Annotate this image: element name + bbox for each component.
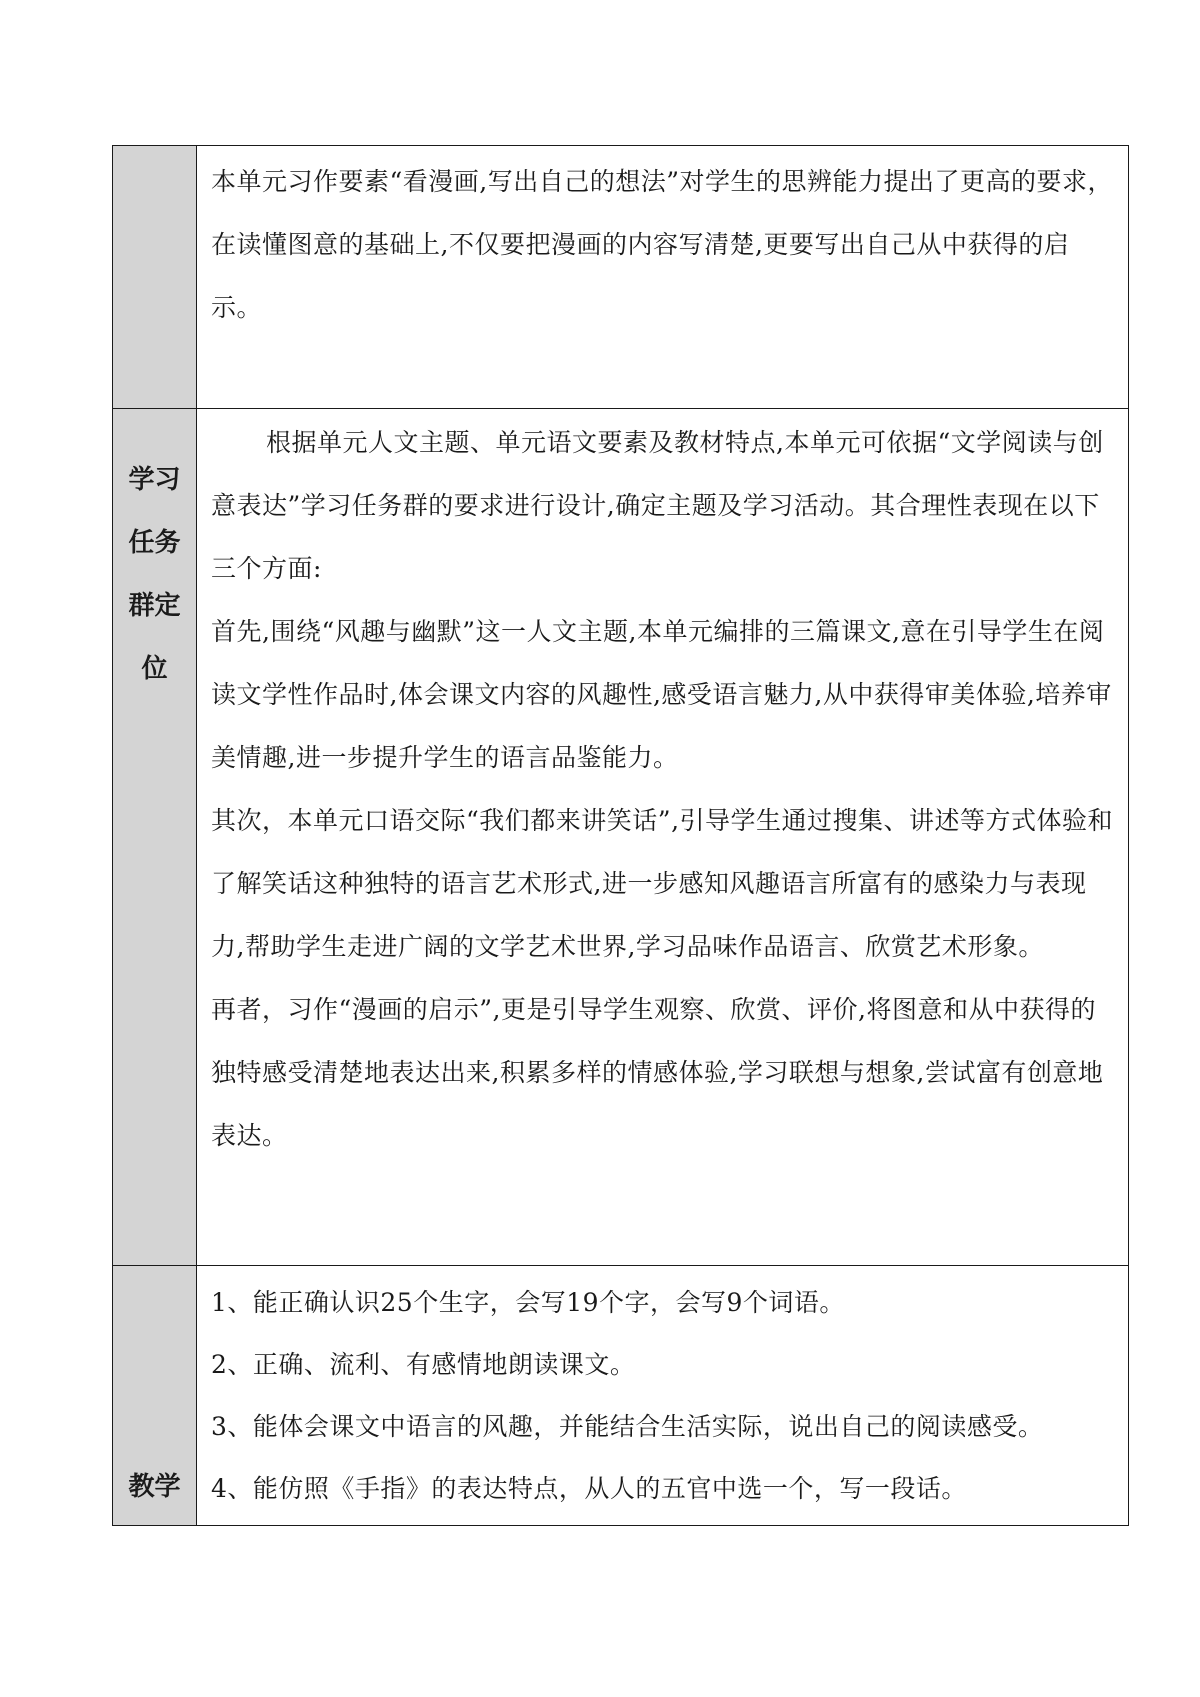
objective-item: 1、能正确认识25个生字，会写19个字，会写9个词语。 [211, 1288, 845, 1317]
task-group-paragraph-third: 再者，习作“漫画的启示”,更是引导学生观察、欣赏、评价,将图意和从中获得的独特感受清楚地表达出来,积累多样的情感体验,学习联想与想象,尝试富有创意地表达。 [211, 995, 1104, 1150]
writing-element-paragraph: 本单元习作要素“看漫画,写出自己的想法”对学生的思辨能力提出了更高的要求，在读懂图意的基础上,不仅要把漫画的内容写清楚,更要写出自己从中获得的启示。 [211, 167, 1114, 322]
row-content-cell [197, 1266, 1129, 1526]
objective-item: 4、能仿照《手指》的表达特点，从人的五官中选一个，写一段话。 [211, 1474, 967, 1503]
row-label-cell [113, 1266, 197, 1526]
row-label-cell [113, 146, 197, 409]
row-content-cell [197, 146, 1129, 409]
table-row-writing-element [113, 146, 1129, 409]
table-row-task-group [113, 409, 1129, 1266]
teaching-label: 教学 [128, 1472, 181, 1502]
task-group-paragraph-second: 其次，本单元口语交际“我们都来讲笑话”,引导学生通过搜集、讲述等方式体验和了解笑话这种独特的语言艺术形式,进一步感知风趣语言所富有的感染力与表现力,帮助学生走进广阔的文学艺术世界,学习品味作品语言、欣赏艺术形象。 [211, 806, 1114, 961]
row-content-cell [197, 409, 1129, 1266]
row-label-cell [113, 409, 197, 1266]
table-row-teaching-objectives [113, 1266, 1129, 1526]
objective-item: 2、正确、流利、有感情地朗读课文。 [211, 1350, 636, 1379]
task-group-paragraph-first: 首先,围绕“风趣与幽默”这一人文主题,本单元编排的三篇课文,意在引导学生在阅读文学性作品时,体会课文内容的风趣性,感受语言魅力,从中获得审美体验,培养审美情趣,进一步提升学生的语言品鉴能力。 [211, 617, 1112, 772]
objective-item: 3、能体会课文中语言的风趣，并能结合生活实际，说出自己的阅读感受。 [211, 1412, 1044, 1441]
lesson-plan-table [112, 145, 1129, 1526]
task-group-label: 学习 任务 群定 位 [128, 465, 181, 684]
task-group-intro: 根据单元人文主题、单元语文要素及教材特点,本单元可依据“文学阅读与创意表达”学习任务群的要求进行设计,确定主题及学习活动。其合理性表现在以下三个方面: [211, 428, 1104, 583]
